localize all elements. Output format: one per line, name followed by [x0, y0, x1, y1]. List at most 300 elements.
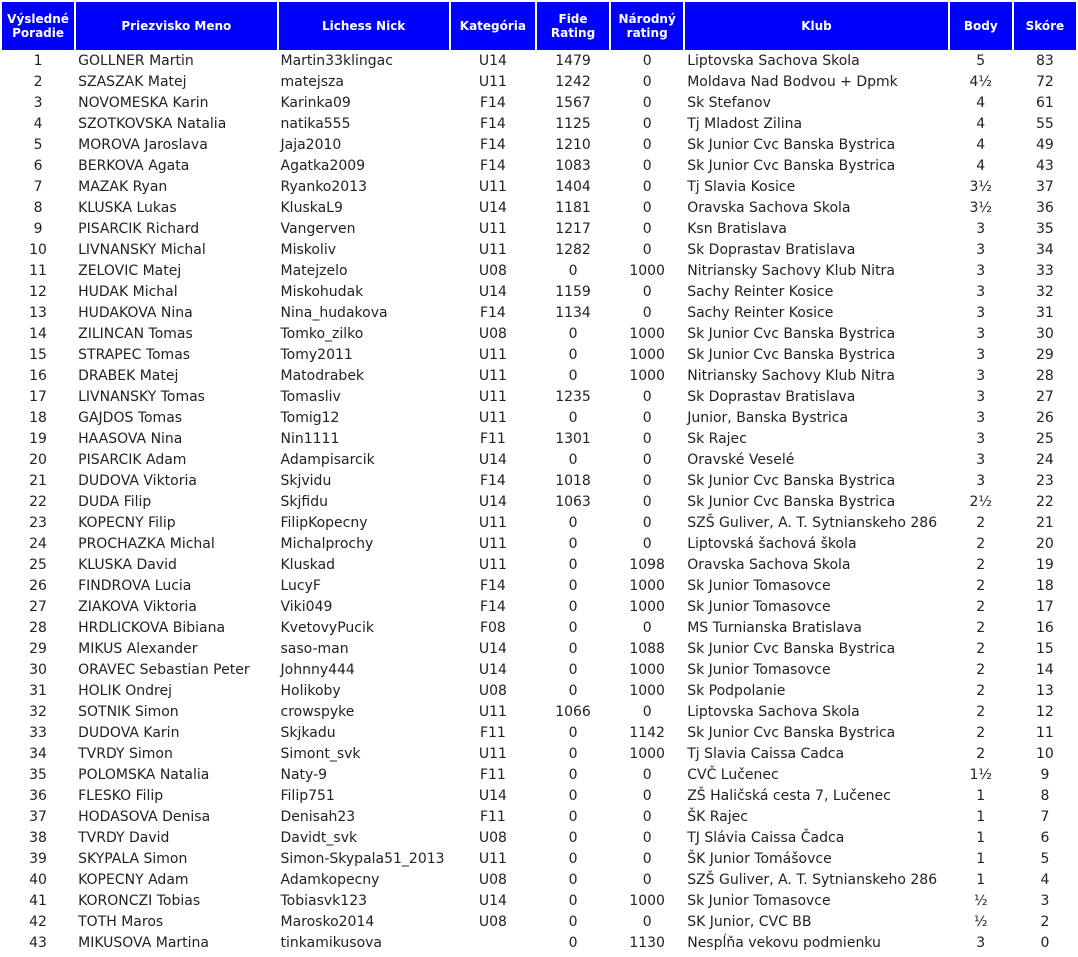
cell-rank: 6: [33, 158, 43, 174]
table-row: [2, 325, 1076, 344]
cell-fide-rating: 0: [568, 746, 578, 762]
table-row: [2, 766, 1076, 785]
cell-name: ZIAKOVA Viktoria: [78, 599, 197, 615]
cell-score: 35: [1035, 221, 1054, 237]
cell-nick: Skjfidu: [280, 494, 328, 510]
cell-category: U11: [478, 536, 507, 552]
cell-score: 49: [1035, 137, 1054, 153]
cell-club: Sk Junior Cvc Banska Bystrica: [687, 473, 896, 489]
cell-score: 19: [1035, 557, 1054, 573]
cell-category: U14: [478, 53, 507, 69]
cell-fide-rating: 0: [568, 410, 578, 426]
cell-national-rating: 0: [642, 53, 652, 69]
table-row: [2, 892, 1076, 911]
cell-national-rating: 0: [642, 221, 652, 237]
cell-rank: 16: [29, 368, 47, 384]
cell-nick: Matodrabek: [280, 368, 365, 384]
cell-rank: 34: [29, 746, 47, 762]
cell-fide-rating: 0: [568, 326, 578, 342]
cell-points: 3: [976, 347, 986, 363]
cell-nick: Simont_svk: [280, 746, 361, 762]
header-name: Priezvisko Meno: [76, 2, 276, 50]
table-row: [2, 94, 1076, 113]
cell-national-rating: 0: [642, 473, 652, 489]
cell-nick: Jaja2010: [280, 137, 342, 153]
cell-category: U11: [478, 557, 507, 573]
cell-name: KLUSKA David: [78, 557, 177, 573]
cell-name: ZILINCAN Tomas: [78, 326, 193, 342]
cell-score: 23: [1035, 473, 1054, 489]
cell-score: 83: [1035, 53, 1054, 69]
cell-national-rating: 1000: [629, 326, 665, 342]
cell-fide-rating: 0: [568, 557, 578, 573]
cell-name: DRABEK Matej: [78, 368, 179, 384]
cell-points: 2: [976, 515, 986, 531]
cell-category: U11: [478, 746, 507, 762]
cell-rank: 43: [29, 935, 47, 951]
cell-rank: 15: [29, 347, 47, 363]
cell-name: HODASOVA Denisa: [78, 809, 211, 825]
table-row: [2, 409, 1076, 428]
cell-rank: 42: [29, 914, 47, 930]
cell-nick: crowspyke: [280, 704, 355, 720]
cell-club: Sk Stefanov: [687, 95, 771, 111]
cell-rank: 1: [33, 53, 43, 69]
cell-name: PROCHAZKA Michal: [78, 536, 215, 552]
cell-points: 4: [976, 158, 986, 174]
cell-rank: 21: [29, 473, 47, 489]
cell-score: 31: [1035, 305, 1054, 321]
cell-score: 13: [1035, 683, 1054, 699]
cell-nick: saso-man: [280, 641, 349, 657]
cell-nick: Holikoby: [280, 683, 341, 699]
cell-points: 4: [976, 137, 986, 153]
cell-nick: Denisah23: [280, 809, 356, 825]
table-row: [2, 556, 1076, 575]
cell-name: STRAPEC Tomas: [78, 347, 191, 363]
cell-name: HOLIK Ondrej: [78, 683, 172, 699]
cell-score: 30: [1035, 326, 1054, 342]
cell-fide-rating: 0: [568, 809, 578, 825]
cell-points: 3: [976, 284, 986, 300]
table-row: [2, 787, 1076, 806]
cell-score: 55: [1035, 116, 1054, 132]
cell-points: 2: [976, 620, 986, 636]
cell-category: U11: [478, 851, 507, 867]
cell-name: NOVOMESKA Karin: [78, 95, 209, 111]
cell-name: SKYPALA Simon: [78, 851, 188, 867]
cell-points: 1½: [969, 767, 992, 783]
cell-fide-rating: 1235: [555, 389, 591, 405]
cell-category: U11: [478, 242, 507, 258]
cell-fide-rating: 1242: [555, 74, 591, 90]
cell-score: 72: [1035, 74, 1054, 90]
cell-points: 3: [976, 431, 986, 447]
cell-name: KOPECNY Adam: [78, 872, 189, 888]
cell-category: U11: [478, 74, 507, 90]
header-row: [2, 2, 1076, 50]
cell-name: MIKUSOVA Martina: [78, 935, 209, 951]
cell-points: 2: [976, 641, 986, 657]
cell-points: 2½: [969, 494, 992, 510]
table-row: [2, 241, 1076, 260]
cell-nick: Tomy2011: [280, 347, 353, 363]
cell-nick: Naty-9: [280, 767, 328, 783]
cell-points: 1: [976, 830, 986, 846]
cell-national-rating: 0: [642, 74, 652, 90]
cell-club: Sk Junior Cvc Banska Bystrica: [687, 725, 896, 741]
cell-fide-rating: 1125: [555, 116, 591, 132]
cell-name: FLESKO Filip: [78, 788, 164, 804]
cell-national-rating: 1000: [629, 263, 665, 279]
cell-national-rating: 0: [642, 788, 652, 804]
table-row: [2, 535, 1076, 554]
cell-category: F11: [479, 809, 506, 825]
cell-points: 2: [976, 662, 986, 678]
cell-category: U14: [478, 662, 507, 678]
cell-national-rating: 0: [642, 284, 652, 300]
cell-fide-rating: 1210: [555, 137, 591, 153]
cell-club: Nitriansky Sachovy Klub Nitra: [687, 368, 895, 384]
cell-nick: Nina_hudakova: [280, 305, 388, 321]
cell-national-rating: 0: [642, 305, 652, 321]
cell-nick: Tomko_zilko: [280, 326, 364, 342]
cell-name: HUDAK Michal: [78, 284, 178, 300]
cell-points: 2: [976, 557, 986, 573]
table-row: [2, 808, 1076, 827]
cell-club: Oravska Sachova Skola: [687, 200, 851, 216]
cell-club: Sk Junior Tomasovce: [687, 893, 831, 909]
cell-points: 2: [976, 683, 986, 699]
cell-nick: Ryanko2013: [280, 179, 368, 195]
cell-category: U11: [478, 221, 507, 237]
cell-rank: 33: [29, 725, 47, 741]
cell-nick: Nin1111: [280, 431, 340, 447]
cell-score: 33: [1035, 263, 1054, 279]
cell-name: GAJDOS Tomas: [78, 410, 183, 426]
table-row: [2, 682, 1076, 701]
cell-points: 1: [976, 788, 986, 804]
cell-name: HRDLICKOVA Bibiana: [78, 620, 226, 636]
cell-points: 5: [976, 53, 986, 69]
cell-rank: 37: [29, 809, 47, 825]
cell-club: Tj Slavia Kosice: [687, 179, 796, 195]
table-row: [2, 52, 1076, 71]
cell-category: F14: [479, 305, 506, 321]
table-row: [2, 913, 1076, 932]
cell-national-rating: 0: [642, 830, 652, 846]
cell-rank: 4: [33, 116, 43, 132]
cell-points: 3: [976, 452, 986, 468]
cell-category: U14: [478, 284, 507, 300]
cell-points: 2: [976, 536, 986, 552]
cell-category: U11: [478, 704, 507, 720]
cell-rank: 36: [29, 788, 47, 804]
cell-points: 1: [976, 809, 986, 825]
cell-national-rating: 1000: [629, 746, 665, 762]
table-row: [2, 514, 1076, 533]
cell-score: 7: [1040, 809, 1050, 825]
cell-rank: 41: [29, 893, 47, 909]
cell-name: TVRDY Simon: [78, 746, 173, 762]
cell-nick: KvetovyPucik: [280, 620, 374, 636]
cell-category: U11: [478, 410, 507, 426]
cell-national-rating: 0: [642, 767, 652, 783]
cell-score: 9: [1040, 767, 1050, 783]
header-club: Klub: [685, 2, 947, 50]
cell-nick: Tomasliv: [280, 389, 341, 405]
table-row: [2, 304, 1076, 323]
cell-club: Oravska Sachova Skola: [687, 557, 851, 573]
table-row: [2, 493, 1076, 512]
table-row: [2, 661, 1076, 680]
cell-score: 61: [1035, 95, 1054, 111]
cell-points: 2: [976, 599, 986, 615]
cell-fide-rating: 1181: [555, 200, 591, 216]
cell-category: U11: [478, 515, 507, 531]
cell-nick: Agatka2009: [280, 158, 366, 174]
cell-club: TJ Slávia Caissa Čadca: [687, 830, 845, 846]
cell-rank: 40: [29, 872, 47, 888]
cell-national-rating: 0: [642, 914, 652, 930]
cell-fide-rating: 1404: [555, 179, 591, 195]
cell-club: Sk Junior Cvc Banska Bystrica: [687, 641, 896, 657]
table-row: [2, 367, 1076, 386]
cell-fide-rating: 0: [568, 893, 578, 909]
table-row: [2, 451, 1076, 470]
table-row: [2, 829, 1076, 848]
cell-name: TOTH Maros: [78, 914, 164, 930]
table-body: [2, 52, 1076, 953]
cell-national-rating: 0: [642, 872, 652, 888]
cell-nick: Simon-Skypala51_2013: [280, 851, 445, 867]
header-rank: Výsledné Poradie: [2, 2, 74, 50]
cell-national-rating: 1000: [629, 683, 665, 699]
cell-nick: Skjvidu: [280, 473, 332, 489]
cell-fide-rating: 0: [568, 452, 578, 468]
cell-name: ZELOVIC Matej: [78, 263, 182, 279]
cell-name: ORAVEC Sebastian Peter: [78, 662, 250, 678]
table-row: [2, 745, 1076, 764]
cell-national-rating: 0: [642, 851, 652, 867]
cell-fide-rating: 1301: [555, 431, 591, 447]
cell-nick: Davidt_svk: [280, 830, 358, 846]
cell-national-rating: 1000: [629, 368, 665, 384]
cell-category: U08: [478, 326, 507, 342]
cell-national-rating: 0: [642, 179, 652, 195]
table-row: [2, 430, 1076, 449]
cell-points: 2: [976, 578, 986, 594]
cell-score: 11: [1035, 725, 1054, 741]
cell-category: U11: [478, 368, 507, 384]
cell-club: Junior, Banska Bystrica: [687, 410, 849, 426]
cell-national-rating: 0: [642, 452, 652, 468]
header-fide: Fide Rating: [537, 2, 609, 50]
cell-score: 14: [1035, 662, 1054, 678]
table-row: [2, 220, 1076, 239]
cell-fide-rating: 0: [568, 641, 578, 657]
cell-national-rating: 0: [642, 809, 652, 825]
cell-rank: 14: [29, 326, 47, 342]
table-row: [2, 850, 1076, 869]
cell-nick: Michalprochy: [280, 536, 374, 552]
header-category: Kategória: [451, 2, 535, 50]
cell-rank: 24: [29, 536, 47, 552]
cell-rank: 28: [29, 620, 47, 636]
cell-club: Sk Junior Tomasovce: [687, 599, 831, 615]
table-row: [2, 871, 1076, 890]
cell-nick: Tomig12: [280, 410, 340, 426]
cell-fide-rating: 1134: [555, 305, 591, 321]
cell-name: MAZAK Ryan: [78, 179, 168, 195]
cell-fide-rating: 0: [568, 767, 578, 783]
cell-rank: 12: [29, 284, 47, 300]
cell-national-rating: 1000: [629, 599, 665, 615]
cell-category: U14: [478, 200, 507, 216]
cell-fide-rating: 1159: [555, 284, 591, 300]
cell-nick: Vangerven: [280, 221, 356, 237]
cell-points: 3: [976, 263, 986, 279]
cell-category: U11: [478, 347, 507, 363]
cell-club: ZŠ Haličská cesta 7, Lučenec: [687, 788, 891, 804]
cell-name: HAASOVA Nina: [78, 431, 183, 447]
cell-fide-rating: 0: [568, 368, 578, 384]
cell-national-rating: 0: [642, 620, 652, 636]
cell-fide-rating: 0: [568, 620, 578, 636]
table-row: [2, 73, 1076, 92]
cell-category: U08: [478, 830, 507, 846]
cell-nick: LucyF: [280, 578, 321, 594]
cell-club: ŠK Junior Tomášovce: [687, 851, 832, 867]
cell-club: Liptovska Sachova Skola: [687, 53, 860, 69]
cell-rank: 26: [29, 578, 47, 594]
cell-fide-rating: 1217: [555, 221, 591, 237]
cell-fide-rating: 0: [568, 662, 578, 678]
cell-points: 3: [976, 368, 986, 384]
cell-club: Tj Slavia Caissa Cadca: [687, 746, 845, 762]
cell-name: SOTNIK Simon: [78, 704, 179, 720]
cell-rank: 27: [29, 599, 47, 615]
cell-national-rating: 0: [642, 494, 652, 510]
cell-fide-rating: 0: [568, 263, 578, 279]
cell-score: 6: [1040, 830, 1050, 846]
cell-points: 3: [976, 389, 986, 405]
cell-rank: 9: [33, 221, 43, 237]
cell-name: PISARCIK Adam: [78, 452, 187, 468]
cell-score: 5: [1040, 851, 1050, 867]
header-score: Skóre: [1014, 2, 1076, 50]
cell-club: Sachy Reinter Kosice: [687, 284, 834, 300]
cell-club: ŠK Rajec: [687, 809, 748, 825]
cell-category: F14: [479, 158, 506, 174]
cell-fide-rating: 1479: [555, 53, 591, 69]
cell-fide-rating: 0: [568, 347, 578, 363]
cell-nick: Kluskad: [280, 557, 336, 573]
cell-nick: Karinka09: [280, 95, 351, 111]
cell-club: Moldava Nad Bodvou + Dpmk: [687, 74, 898, 90]
cell-rank: 29: [29, 641, 47, 657]
cell-club: Sk Rajec: [687, 431, 747, 447]
table-row: [2, 115, 1076, 134]
cell-points: ½: [973, 893, 988, 909]
cell-fide-rating: 0: [568, 536, 578, 552]
cell-fide-rating: 0: [568, 851, 578, 867]
cell-club: SZŠ Guliver, A. T. Sytnianskeho 286: [687, 872, 938, 888]
cell-name: DUDOVA Karin: [78, 725, 180, 741]
cell-name: TVRDY David: [78, 830, 170, 846]
table-row: [2, 136, 1076, 155]
cell-club: SZŠ Guliver, A. T. Sytnianskeho 286: [687, 515, 938, 531]
cell-score: 3: [1040, 893, 1050, 909]
cell-nick: tinkamikusova: [280, 935, 382, 951]
cell-national-rating: 0: [642, 515, 652, 531]
cell-points: 2: [976, 746, 986, 762]
cell-fide-rating: 0: [568, 872, 578, 888]
cell-score: 37: [1035, 179, 1054, 195]
table-row: [2, 598, 1076, 617]
table-row: [2, 934, 1076, 953]
cell-category: [451, 934, 535, 953]
cell-nick: Marosko2014: [280, 914, 375, 930]
cell-rank: 11: [29, 263, 47, 279]
cell-rank: 31: [29, 683, 47, 699]
cell-club: Sk Junior Tomasovce: [687, 578, 831, 594]
cell-club: Liptovská šachová škola: [687, 536, 857, 552]
header-points: Body: [950, 2, 1012, 50]
cell-points: 3: [976, 305, 986, 321]
cell-category: F14: [479, 599, 506, 615]
cell-national-rating: 0: [642, 116, 652, 132]
cell-name: POLOMSKA Natalia: [78, 767, 210, 783]
cell-category: F08: [479, 620, 506, 636]
cell-score: 36: [1035, 200, 1054, 216]
table-row: [2, 346, 1076, 365]
cell-score: 26: [1035, 410, 1054, 426]
cell-fide-rating: 0: [568, 830, 578, 846]
cell-club: Nitriansky Sachovy Klub Nitra: [687, 263, 895, 279]
cell-nick: FilipKopecny: [280, 515, 368, 531]
cell-points: 4: [976, 95, 986, 111]
cell-points: 3: [976, 326, 986, 342]
cell-fide-rating: 0: [568, 683, 578, 699]
cell-rank: 8: [33, 200, 43, 216]
cell-rank: 39: [29, 851, 47, 867]
cell-score: 18: [1035, 578, 1054, 594]
cell-points: 1: [976, 851, 986, 867]
cell-name: HUDAKOVA Nina: [78, 305, 193, 321]
cell-fide-rating: 1083: [555, 158, 591, 174]
cell-rank: 30: [29, 662, 47, 678]
cell-rank: 17: [29, 389, 47, 405]
cell-national-rating: 0: [642, 389, 652, 405]
cell-category: U11: [478, 389, 507, 405]
cell-score: 32: [1035, 284, 1054, 300]
cell-score: 28: [1035, 368, 1054, 384]
cell-category: U14: [478, 641, 507, 657]
cell-category: F11: [479, 725, 506, 741]
cell-rank: 7: [33, 179, 43, 195]
cell-name: DUDOVA Viktoria: [78, 473, 197, 489]
cell-score: 29: [1035, 347, 1054, 363]
cell-category: F11: [479, 767, 506, 783]
cell-nick: Tobiasvk123: [280, 893, 368, 909]
cell-category: U08: [478, 683, 507, 699]
cell-national-rating: 1098: [629, 557, 665, 573]
cell-club: Nespĺňa vekovu podmienku: [687, 935, 881, 951]
cell-category: U14: [478, 494, 507, 510]
cell-rank: 25: [29, 557, 47, 573]
cell-club: CVČ Lučenec: [687, 767, 779, 783]
